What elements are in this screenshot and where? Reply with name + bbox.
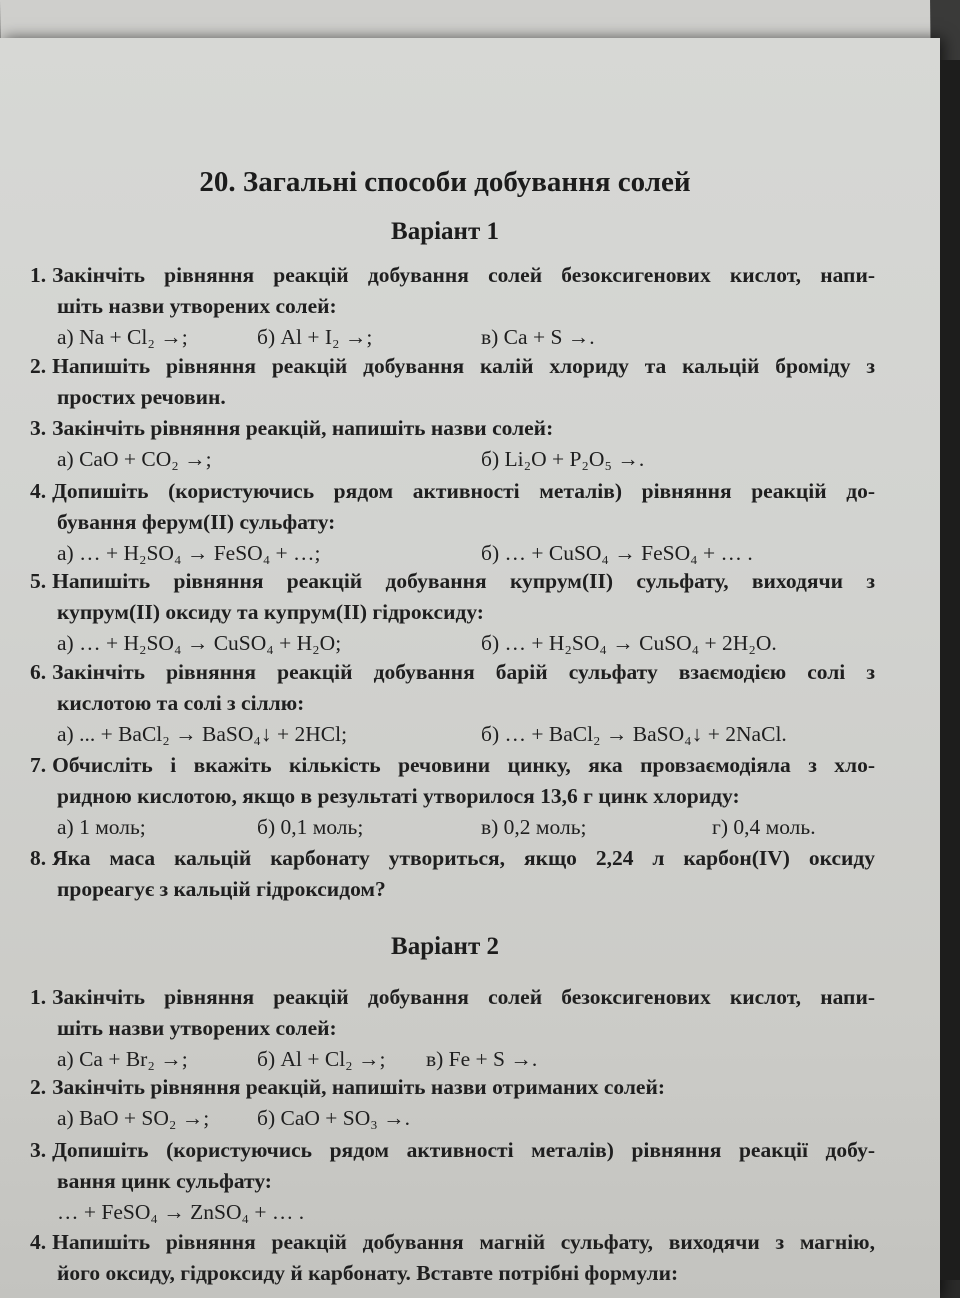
answer-option-a: а) Na + Cl₂ →; xyxy=(57,325,188,349)
page-title: 20. Загальні способи добування солей xyxy=(199,166,691,198)
answer-option-a: а) … + H₂SO₄ → CuSO₄ + H₂O; xyxy=(57,631,342,655)
question-text: шіть назви утворених солей: xyxy=(57,1016,337,1040)
v1-question-1 xyxy=(30,260,875,353)
question-text: кислотою та солі з сіллю: xyxy=(57,691,305,715)
answer-option-d: г) 0,4 моль. xyxy=(712,815,816,839)
question-text: Допишіть (користуючись рядом активності металів) рівняння реакції добу- xyxy=(52,1138,875,1162)
question-text: ридною кислотою, якщо в результаті утворилося 13,6 г цинк хлориду: xyxy=(57,784,740,808)
question-text: Закінчіть рівняння реакцій добування барій сульфату взаємодією солі з xyxy=(52,660,875,684)
v1-question-7 xyxy=(30,750,875,843)
variant-2-heading: Варіант 2 xyxy=(391,933,499,960)
question-text: Закінчіть рівняння реакцій, напишіть назви отриманих солей: xyxy=(52,1075,666,1099)
v1-question-5 xyxy=(30,566,875,659)
v1-question-3 xyxy=(30,413,875,475)
answer-option-b: б) Al + I₂ →; xyxy=(257,325,373,349)
v2-question-1 xyxy=(30,982,875,1075)
question-number: 5. xyxy=(30,569,47,593)
question-number: 4. xyxy=(30,1230,47,1254)
answer-option-a: а) BaO + SO₂ →; xyxy=(57,1106,210,1130)
v2-question-2 xyxy=(30,1072,875,1134)
v2-question-3 xyxy=(30,1135,875,1228)
question-text: Закінчіть рівняння реакцій, напишіть назви солей: xyxy=(52,416,554,440)
question-number: 6. xyxy=(30,660,47,684)
question-number: 1. xyxy=(30,263,47,287)
question-number: 2. xyxy=(30,354,47,378)
question-text: Закінчіть рівняння реакцій добування солей безоксигенових кислот, напи- xyxy=(52,263,875,287)
answer-option-a: а) Ca + Br₂ →; xyxy=(57,1047,188,1071)
question-text: Напишіть рівняння реакцій добування калій хлориду та кальцій броміду з xyxy=(52,354,875,378)
question-number: 8. xyxy=(30,846,47,870)
v1-question-2 xyxy=(30,351,875,413)
question-text: шіть назви утворених солей: xyxy=(57,294,337,318)
answer-option-b: б) … + H₂SO₄ → CuSO₄ + 2H₂O. xyxy=(481,631,777,655)
question-text: Обчисліть і вкажіть кількість речовини цинку, яка провзаємодіяла з хло- xyxy=(52,753,875,777)
question-text: Закінчіть рівняння реакцій добування солей безоксигенових кислот, напи- xyxy=(52,985,875,1009)
answer-option-a: а) 1 моль; xyxy=(57,815,146,839)
question-text: Допишіть (користуючись рядом активності металів) рівняння реакцій до- xyxy=(52,479,875,503)
question-text: його оксиду, гідроксиду й карбонату. Вставте потрібні формули: xyxy=(57,1261,679,1285)
answer-option-b: б) CaO + SO₃ →. xyxy=(257,1106,410,1130)
answer-option-c: в) 0,2 моль; xyxy=(481,815,587,839)
question-number: 1. xyxy=(30,985,47,1009)
reaction-equation: … + FeSO₄ → ZnSO₄ + … . xyxy=(57,1200,305,1224)
answer-option-c: в) Fe + S →. xyxy=(426,1047,538,1071)
v1-question-4 xyxy=(30,476,875,569)
answer-option-b: б) … + BaCl₂ → BaSO₄↓ + 2NaCl. xyxy=(481,722,787,746)
question-text: вання цинк сульфату: xyxy=(57,1169,272,1193)
question-number: 4. xyxy=(30,479,47,503)
question-number: 2. xyxy=(30,1075,47,1099)
answer-option-c: в) Ca + S →. xyxy=(481,325,595,349)
answer-option-a: а) CaO + CO₂ →; xyxy=(57,447,212,471)
answer-option-b: б) Al + Cl₂ →; xyxy=(257,1047,386,1071)
question-text: Напишіть рівняння реакцій добування купрум(II) сульфату, виходячи з xyxy=(52,569,875,593)
v1-question-8 xyxy=(30,843,875,905)
question-text: Напишіть рівняння реакцій добування магній сульфату, виходячи з магнію, xyxy=(52,1230,875,1254)
question-text: Яка маса кальцій карбонату утвориться, якщо 2,24 л карбон(IV) оксиду xyxy=(52,846,875,870)
question-text: бування ферум(II) сульфату: xyxy=(57,510,336,534)
page-shadow-edge xyxy=(940,60,960,1280)
question-text: прореагує з кальцій гідроксидом? xyxy=(57,877,386,901)
answer-option-a: а) … + H₂SO₄ → FeSO₄ + …; xyxy=(57,541,321,565)
answer-option-b: б) 0,1 моль; xyxy=(257,815,364,839)
question-number: 3. xyxy=(30,1138,47,1162)
answer-option-b: б) … + CuSO₄ → FeSO₄ + … . xyxy=(481,541,753,565)
v1-question-6 xyxy=(30,657,875,750)
answer-option-b: б) Li₂O + P₂O₅ →. xyxy=(481,447,645,471)
variant-1-heading: Варіант 1 xyxy=(391,218,499,245)
question-text: купрум(II) оксиду та купрум(II) гідроксиду: xyxy=(57,600,484,624)
question-text: простих речовин. xyxy=(57,385,226,409)
answer-option-a: а) ... + BaCl₂ → BaSO₄↓ + 2HCl; xyxy=(57,722,348,746)
question-number: 3. xyxy=(30,416,47,440)
question-number: 7. xyxy=(30,753,47,777)
